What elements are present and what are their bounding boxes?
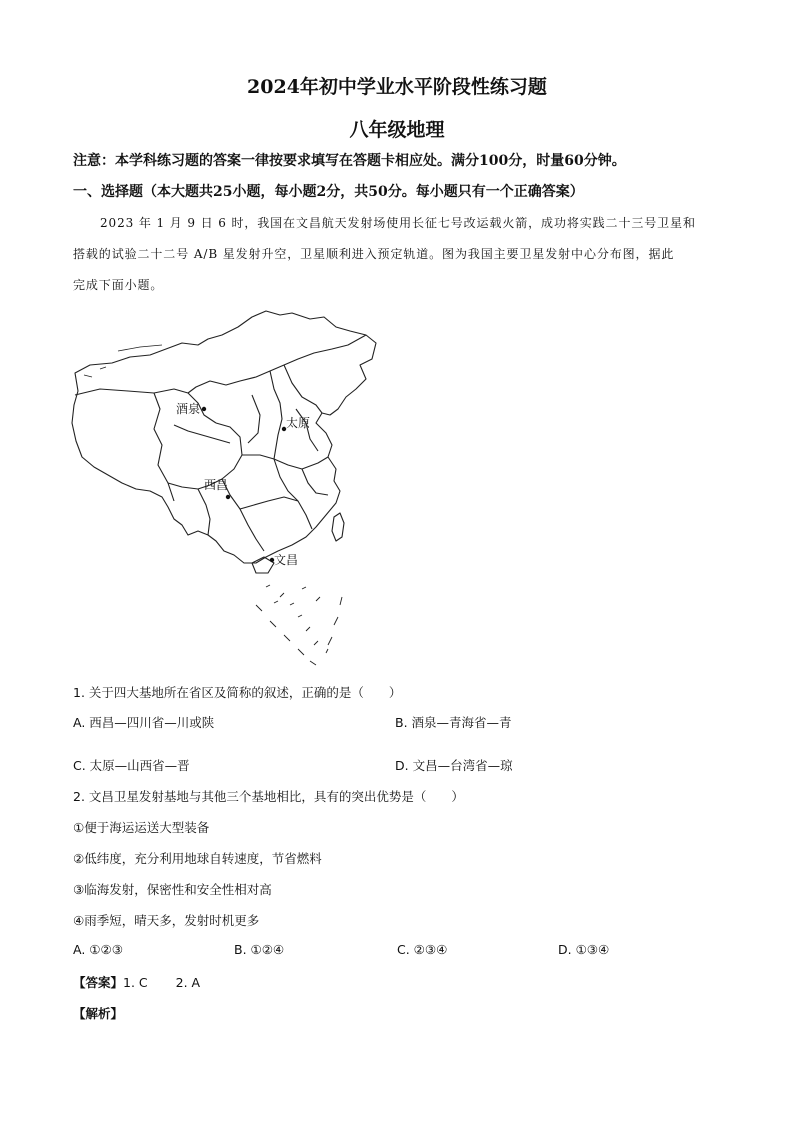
china-map-figure [70,305,390,670]
question-2-stem: 2. 文昌卫星发射基地与其他三个基地相比，具有的突出优势是（ ） [73,789,464,804]
city-jiuquan [176,402,206,416]
intro-line-3: 完成下面小题。 [73,278,164,292]
china-map [70,305,390,670]
page-title: 2024年初中学业水平阶段性练习题 [247,76,547,98]
notice-text: 注意：本学科练习题的答案一律按要求填写在答题卡相应处。满分100分，时量60分钟。 [73,153,626,169]
question-1-option-b: B. 酒泉—青海省—青 [395,715,512,730]
question-2-option-d: D. ①③④ [558,942,610,957]
question-2-item-1: ①便于海运运送大型装备 [73,820,210,835]
answer-tag: 【答案】 [73,975,124,990]
question-2-item-4: ④雨季短，晴天多，发射时机更多 [73,913,260,928]
question-1-option-c: C. 太原—山西省—晋 [73,758,190,773]
question-1-stem: 1. 关于四大基地所在省区及简称的叙述，正确的是（ ） [73,685,402,700]
city-label-xichang: 西昌 [204,478,229,492]
analysis-tag: 【解析】 [73,1006,124,1021]
question-2-option-c: C. ②③④ [397,942,448,957]
city-label-taiyuan: 太原 [286,416,311,430]
answer-line [73,973,200,991]
city-taiyuan [282,415,310,431]
city-label-wenchang: 文昌 [274,553,299,567]
question-2-option-b: B. ①②④ [234,942,285,957]
question-2-item-3: ③临海发射，保密性和安全性相对高 [73,882,272,897]
question-2-option-a: A. ①②③ [73,942,123,957]
answer-2: 2. A [175,975,201,990]
question-1-option-d: D. 文昌—台湾省—琼 [395,758,513,773]
question-2-item-2: ②低纬度，充分利用地球自转速度，节省燃料 [73,851,322,866]
question-1-option-a: A. 西昌—四川省—川或陕 [73,715,215,730]
city-wenchang [270,553,298,567]
intro-line-1: 2023 年 1 月 9 日 6 时，我国在文昌航天发射场使用长征七号改运载火箭，成功将实践二十三号卫星和 [100,216,696,230]
section-heading: 一、选择题（本大题共25小题，每小题2分，共50分。每小题只有一个正确答案） [73,184,584,200]
city-xichang [204,478,230,499]
page-subtitle: 八年级地理 [349,119,445,141]
answer-1: 1. C [123,975,148,990]
intro-line-2: 搭载的试验二十二号 A/B 星发射升空，卫星顺利进入预定轨道。图为我国主要卫星发射中心分布图，据此 [73,247,675,261]
city-label-jiuquan: 酒泉 [176,402,201,416]
